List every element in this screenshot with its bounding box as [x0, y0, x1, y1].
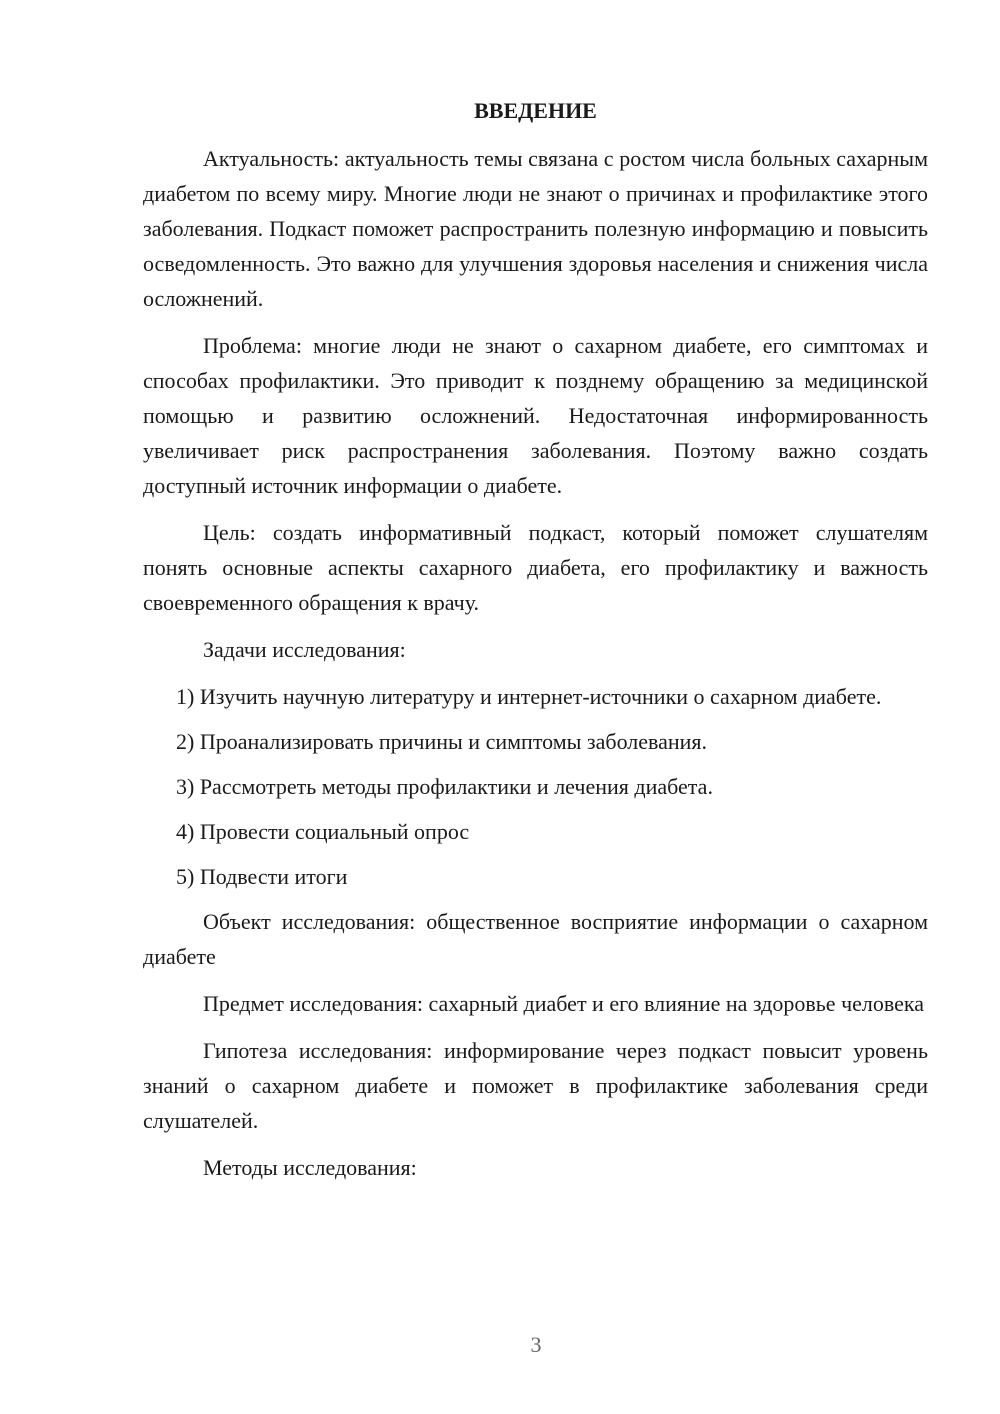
task-item: 2) Проанализировать причины и симптомы заболевания. [176, 729, 708, 754]
task-item: 5) Подвести итоги [176, 864, 348, 889]
relevance-paragraph: Актуальность: актуальность темы связана с ростом числа больных сахарным диабетом по всему миру. Многие люди не знают о причинах и профилактике этого заболевания. Подкаст поможет распространить полезную информацию и повысить осведомленность. Это важно для улучшения здоровья населения и снижения числа осложнений. [143, 146, 928, 311]
task-item: 3) Рассмотреть методы профилактики и лечения диабета. [176, 774, 713, 799]
problem-paragraph: Проблема: многие люди не знают о сахарном диабете, его симптомах и способах профилактики. Это приводит к позднему обращению за медицинской помощью и развитию осложнений. Недостаточная информированность увеличивает риск распространения заболевания. Поэтому важно создать доступный источник информации о диабете. [143, 333, 928, 498]
page-title: ВВЕДЕНИЕ [474, 98, 597, 123]
page-number: 3 [530, 1332, 542, 1357]
object-paragraph: Объект исследования: общественное восприятие информации о сахарном диабете [143, 909, 928, 969]
methods-heading: Методы исследования: [203, 1155, 417, 1180]
task-item: 1) Изучить научную литературу и интернет-источники о сахарном диабете. [176, 684, 882, 709]
page-content [143, 93, 928, 1197]
task-item: 4) Провести социальный опрос [176, 819, 470, 844]
tasks-heading: Задачи исследования: [203, 637, 406, 662]
subject-paragraph: Предмет исследования: сахарный диабет и его влияние на здоровье человека [203, 991, 925, 1016]
goal-paragraph: Цель: создать информативный подкаст, который поможет слушателям понять основные аспекты сахарного диабета, его профилактику и важность своевременного обращения к врачу. [143, 520, 928, 615]
hypothesis-paragraph: Гипотеза исследования: информирование через подкаст повысит уровень знаний о сахарном диабете и поможет в профилактике заболевания среди слушателей. [143, 1038, 928, 1133]
